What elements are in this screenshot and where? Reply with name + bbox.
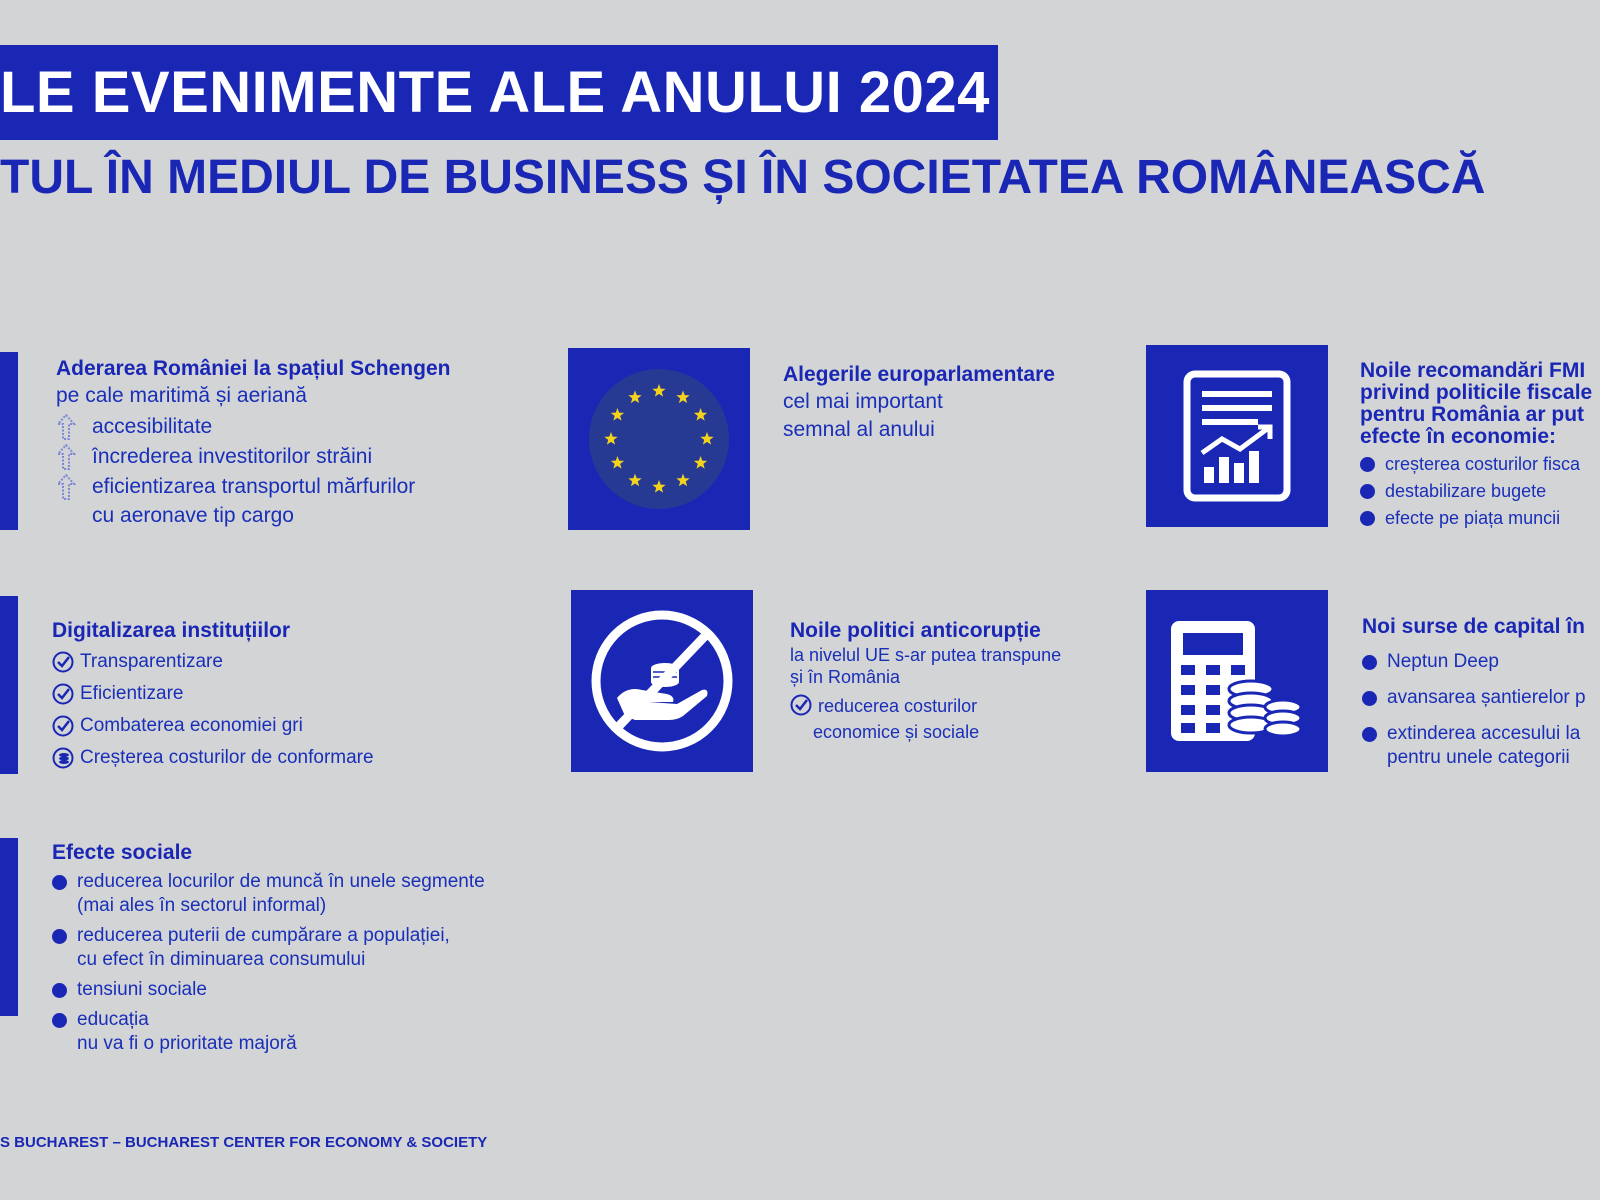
list-item xyxy=(56,442,536,472)
schengen-heading: Aderarea României la spațiul Schengen xyxy=(56,357,451,380)
euro-line: cel mai important xyxy=(783,390,943,413)
digital-block xyxy=(52,618,472,770)
list-item xyxy=(52,924,532,972)
euro-block xyxy=(783,362,1103,444)
capital-item-text: Neptun Deep xyxy=(1387,651,1499,672)
list-item xyxy=(56,472,536,502)
footer-credit: S BUCHAREST – BUCHAREST CENTER FOR ECONOMY & SOCIETY xyxy=(0,1134,488,1151)
capital-icon-box xyxy=(1146,590,1328,772)
bullet-icon xyxy=(52,983,67,998)
capital-item-text: pentru unele categorii xyxy=(1387,747,1570,768)
digital-item-text: Transparentizare xyxy=(80,651,223,672)
list-item xyxy=(1362,650,1600,674)
anticorruption-heading: Noile politici anticorupție xyxy=(790,619,1041,642)
bullet-icon xyxy=(52,929,67,944)
up-arrow-icon xyxy=(56,444,76,470)
schengen-item-text: cu aeronave tip cargo xyxy=(92,504,294,527)
bullet-icon xyxy=(1362,691,1377,706)
anticorruption-line-text: și în România xyxy=(790,667,901,687)
capital-item-text: avansarea șantierelor p xyxy=(1387,687,1586,708)
bullet-icon xyxy=(1362,727,1377,742)
social-item-text: reducerea locurilor de muncă în unele segmente xyxy=(77,871,485,892)
anticorruption-block xyxy=(790,618,1130,745)
fmi-heading: pentru România ar put xyxy=(1360,403,1585,426)
digital-heading: Digitalizarea instituțiilor xyxy=(52,619,291,642)
document-chart-icon xyxy=(1182,369,1292,503)
check-icon xyxy=(790,694,812,716)
check-icon xyxy=(52,683,74,705)
list-item xyxy=(52,682,472,706)
page-subtitle: TUL ÎN MEDIUL DE BUSINESS ȘI ÎN SOCIETATEA ROMÂNEASCĂ xyxy=(0,151,1486,204)
eu-icon-box xyxy=(568,348,750,530)
list-item xyxy=(56,502,536,530)
fmi-item-text: destabilizare bugete xyxy=(1385,481,1547,501)
capital-block xyxy=(1362,614,1600,770)
fmi-heading: efecte în economie: xyxy=(1360,425,1557,448)
anticorruption-line-text: la nivelul UE s-ar putea transpune xyxy=(790,645,1062,665)
bullet-icon xyxy=(52,875,67,890)
check-icon xyxy=(52,715,74,737)
bullet-icon xyxy=(1360,457,1375,472)
fmi-icon-box xyxy=(1146,345,1328,527)
anticorruption-line xyxy=(790,666,1130,688)
list-item xyxy=(790,693,1130,719)
check-icon xyxy=(52,651,74,673)
digital-item-text: Combaterea economiei gri xyxy=(80,715,303,736)
capital-heading: Noi surse de capital în xyxy=(1362,615,1585,638)
schengen-subtext: pe cale maritimă și aeriană xyxy=(56,384,307,407)
list-item xyxy=(1360,506,1600,530)
digital-item-text: Eficientizare xyxy=(80,683,184,704)
eu-flag-icon xyxy=(588,368,730,510)
social-block xyxy=(52,840,532,1056)
anticorruption-line xyxy=(790,644,1130,666)
list-item xyxy=(52,870,532,918)
list-item xyxy=(52,714,472,738)
bullet-icon xyxy=(52,1013,67,1028)
list-item xyxy=(52,746,472,770)
anticorruption-check-text: reducerea costurilor xyxy=(818,696,978,716)
fmi-block xyxy=(1360,360,1600,530)
bullet-icon xyxy=(1362,655,1377,670)
social-icon-box xyxy=(0,838,18,1016)
list-item xyxy=(790,719,1130,745)
list-item xyxy=(1360,452,1600,476)
schengen-icon-box xyxy=(0,352,18,530)
social-item-text: cu efect în diminuarea consumului xyxy=(77,949,366,970)
list-item xyxy=(52,650,472,674)
social-item-text: reducerea puterii de cumpărare a populației, xyxy=(77,925,450,946)
euro-line: semnal al anului xyxy=(783,418,935,441)
anticorruption-icon-box xyxy=(571,590,753,772)
page-title: LE EVENIMENTE ALE ANULUI 2024 xyxy=(0,45,998,140)
digital-icon-box xyxy=(0,596,18,774)
list-item xyxy=(1360,479,1600,503)
fmi-item-text: efecte pe piața muncii xyxy=(1385,508,1561,528)
fmi-heading: privind politicile fiscale xyxy=(1360,381,1593,404)
capital-item-text: extinderea accesului la xyxy=(1387,723,1581,744)
list-item xyxy=(56,412,536,442)
schengen-item-text: eficientizarea transportul mărfurilor xyxy=(92,475,416,498)
schengen-item-text: încrederea investitorilor străini xyxy=(92,445,373,468)
social-item-text: tensiuni sociale xyxy=(77,979,207,1000)
no-bribe-icon xyxy=(587,606,737,756)
up-arrow-icon xyxy=(56,474,76,500)
digital-item-text: Creșterea costurilor de conformare xyxy=(80,747,374,768)
list-item xyxy=(52,1008,532,1056)
up-arrow-icon xyxy=(56,414,76,440)
bullet-icon xyxy=(1360,484,1375,499)
calculator-coins-icon xyxy=(1169,619,1305,743)
schengen-item-text: accesibilitate xyxy=(92,415,213,438)
social-item-text: nu va fi o prioritate majoră xyxy=(77,1033,297,1054)
social-item-text: (mai ales în sectorul informal) xyxy=(77,895,327,916)
fmi-heading: Noile recomandări FMI xyxy=(1360,360,1586,382)
euro-heading: Alegerile europarlamentare xyxy=(783,363,1055,386)
schengen-block xyxy=(56,356,536,530)
social-item-text: educația xyxy=(77,1009,149,1030)
fmi-item-text: creșterea costurilor fisca xyxy=(1385,454,1581,474)
list-item xyxy=(52,978,532,1002)
list-item xyxy=(1362,686,1600,710)
coins-icon xyxy=(52,747,74,769)
anticorruption-check-text: economice și sociale xyxy=(813,722,980,742)
list-item xyxy=(1362,722,1600,770)
social-heading: Efecte sociale xyxy=(52,841,193,864)
bullet-icon xyxy=(1360,511,1375,526)
